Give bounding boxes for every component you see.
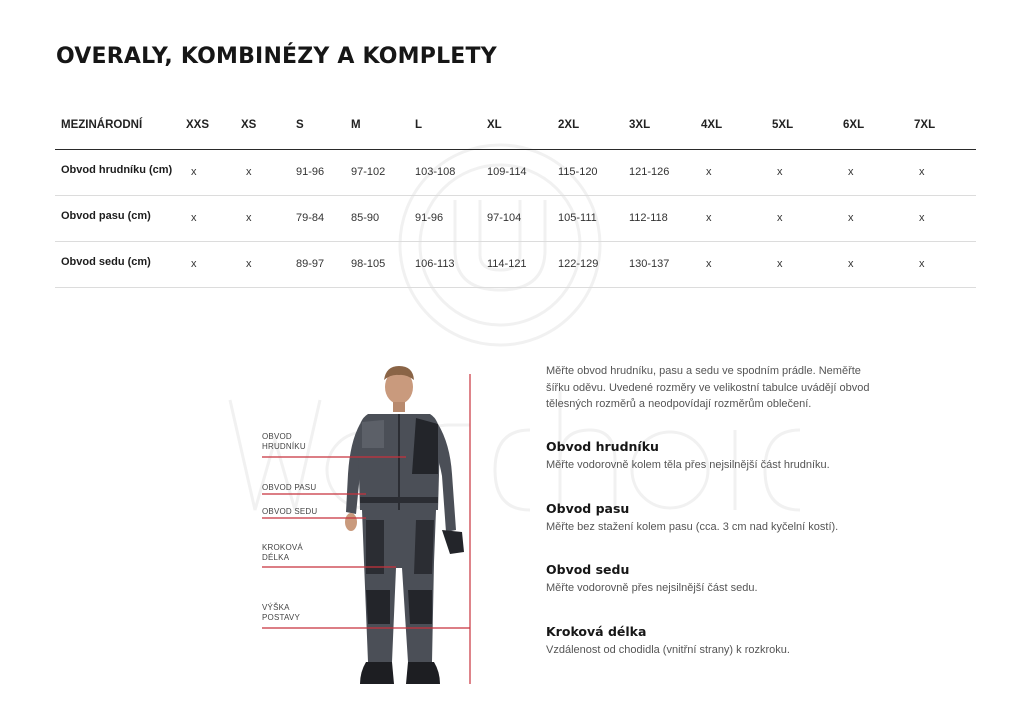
size-header: M: [351, 119, 361, 131]
size-header: 4XL: [701, 119, 723, 131]
label-hips: OBVOD SEDU: [262, 507, 318, 516]
size-header: 5XL: [772, 119, 794, 131]
table-row: [55, 150, 976, 196]
section-title: Obvod pasu: [546, 501, 630, 516]
table-cell: x: [848, 212, 854, 224]
table-cell: 103-108: [415, 166, 456, 178]
size-header: XL: [487, 119, 502, 131]
table-cell: x: [246, 212, 252, 224]
size-header: 6XL: [843, 119, 865, 131]
table-cell: x: [191, 166, 197, 178]
table-cell: x: [848, 258, 854, 270]
page-title: OVERALY, KOMBINÉZY A KOMPLETY: [56, 44, 497, 69]
table-cell: x: [919, 166, 925, 178]
table-cell: x: [706, 166, 712, 178]
table-cell: 114-121: [487, 258, 527, 270]
table-cell: x: [777, 258, 783, 270]
table-cell: x: [246, 166, 252, 178]
table-cell: 121-126: [629, 166, 670, 178]
table-cell: 91-96: [415, 212, 444, 224]
table-cell: 112-118: [629, 212, 668, 224]
worker-illustration: [256, 362, 482, 702]
table-cell: x: [191, 258, 197, 270]
table-cell: 89-97: [296, 258, 325, 270]
table-cell: 97-102: [351, 166, 386, 178]
table-cell: 79-84: [296, 212, 325, 224]
table-cell: 91-96: [296, 166, 325, 178]
label-inseam: KROKOVÁ DÉLKA: [262, 543, 303, 562]
table-cell: x: [246, 258, 252, 270]
section-text: Vzdálenost od chodidla (vnitřní strany) k rozkroku.: [546, 644, 790, 656]
section-title: Obvod hrudníku: [546, 439, 659, 454]
table-cell: 130-137: [629, 258, 670, 270]
section-text: Měřte vodorovně přes nejsilnější část sedu.: [546, 582, 758, 594]
section-hips: [546, 562, 886, 596]
table-cell: x: [777, 166, 783, 178]
header-label: MEZINÁRODNÍ: [61, 119, 143, 131]
size-header: XS: [241, 119, 257, 131]
section-chest: [546, 439, 886, 473]
size-header: 7XL: [914, 119, 936, 131]
row-label: Obvod pasu (cm): [61, 210, 151, 222]
label-chest: OBVOD HRUDNÍKU: [262, 432, 306, 451]
table-cell: 106-113: [415, 258, 455, 270]
section-title: Kroková délka: [546, 624, 647, 639]
label-height: VÝŠKA POSTAVY: [262, 603, 301, 622]
size-header: 3XL: [629, 119, 651, 131]
table-cell: x: [919, 212, 925, 224]
table-cell: x: [706, 258, 712, 270]
section-waist: [546, 501, 886, 535]
size-header: XXS: [186, 119, 210, 131]
table-cell: 105-111: [558, 212, 597, 224]
size-table-header-row: [55, 106, 976, 150]
label-waist: OBVOD PASU: [262, 483, 317, 492]
row-label: Obvod sedu (cm): [61, 256, 151, 268]
table-cell: 98-105: [351, 258, 386, 270]
table-cell: 85-90: [351, 212, 380, 224]
table-cell: x: [191, 212, 197, 224]
size-header: S: [296, 119, 304, 131]
size-table: [55, 106, 976, 288]
size-header: 2XL: [558, 119, 580, 131]
table-cell: x: [919, 258, 925, 270]
table-cell: x: [848, 166, 854, 178]
section-text: Měřte vodorovně kolem těla přes nejsilnější část hrudníku.: [546, 459, 830, 471]
row-label: Obvod hrudníku (cm): [61, 164, 173, 176]
section-title: Obvod sedu: [546, 562, 630, 577]
size-header: L: [415, 119, 423, 131]
section-inseam: [546, 624, 886, 658]
intro-text: Měřte obvod hrudníku, pasu a sedu ve spodním prádle. Neměřte šířku oděvu. Uvedené rozměry ve velikostní tabulce uvádějí obvod tělesných rozměrů a neodpovídají rozměrům oblečení.: [546, 365, 870, 410]
table-row: [55, 242, 976, 288]
table-row: [55, 196, 976, 242]
table-cell: x: [706, 212, 712, 224]
table-cell: 122-129: [558, 258, 599, 270]
table-cell: 109-114: [487, 166, 527, 178]
table-cell: 97-104: [487, 212, 522, 224]
measurement-figure: [256, 362, 482, 702]
table-cell: x: [777, 212, 783, 224]
section-text: Měřte bez stažení kolem pasu (cca. 3 cm nad kyčelní kostí).: [546, 521, 839, 533]
table-cell: 115-120: [558, 166, 598, 178]
